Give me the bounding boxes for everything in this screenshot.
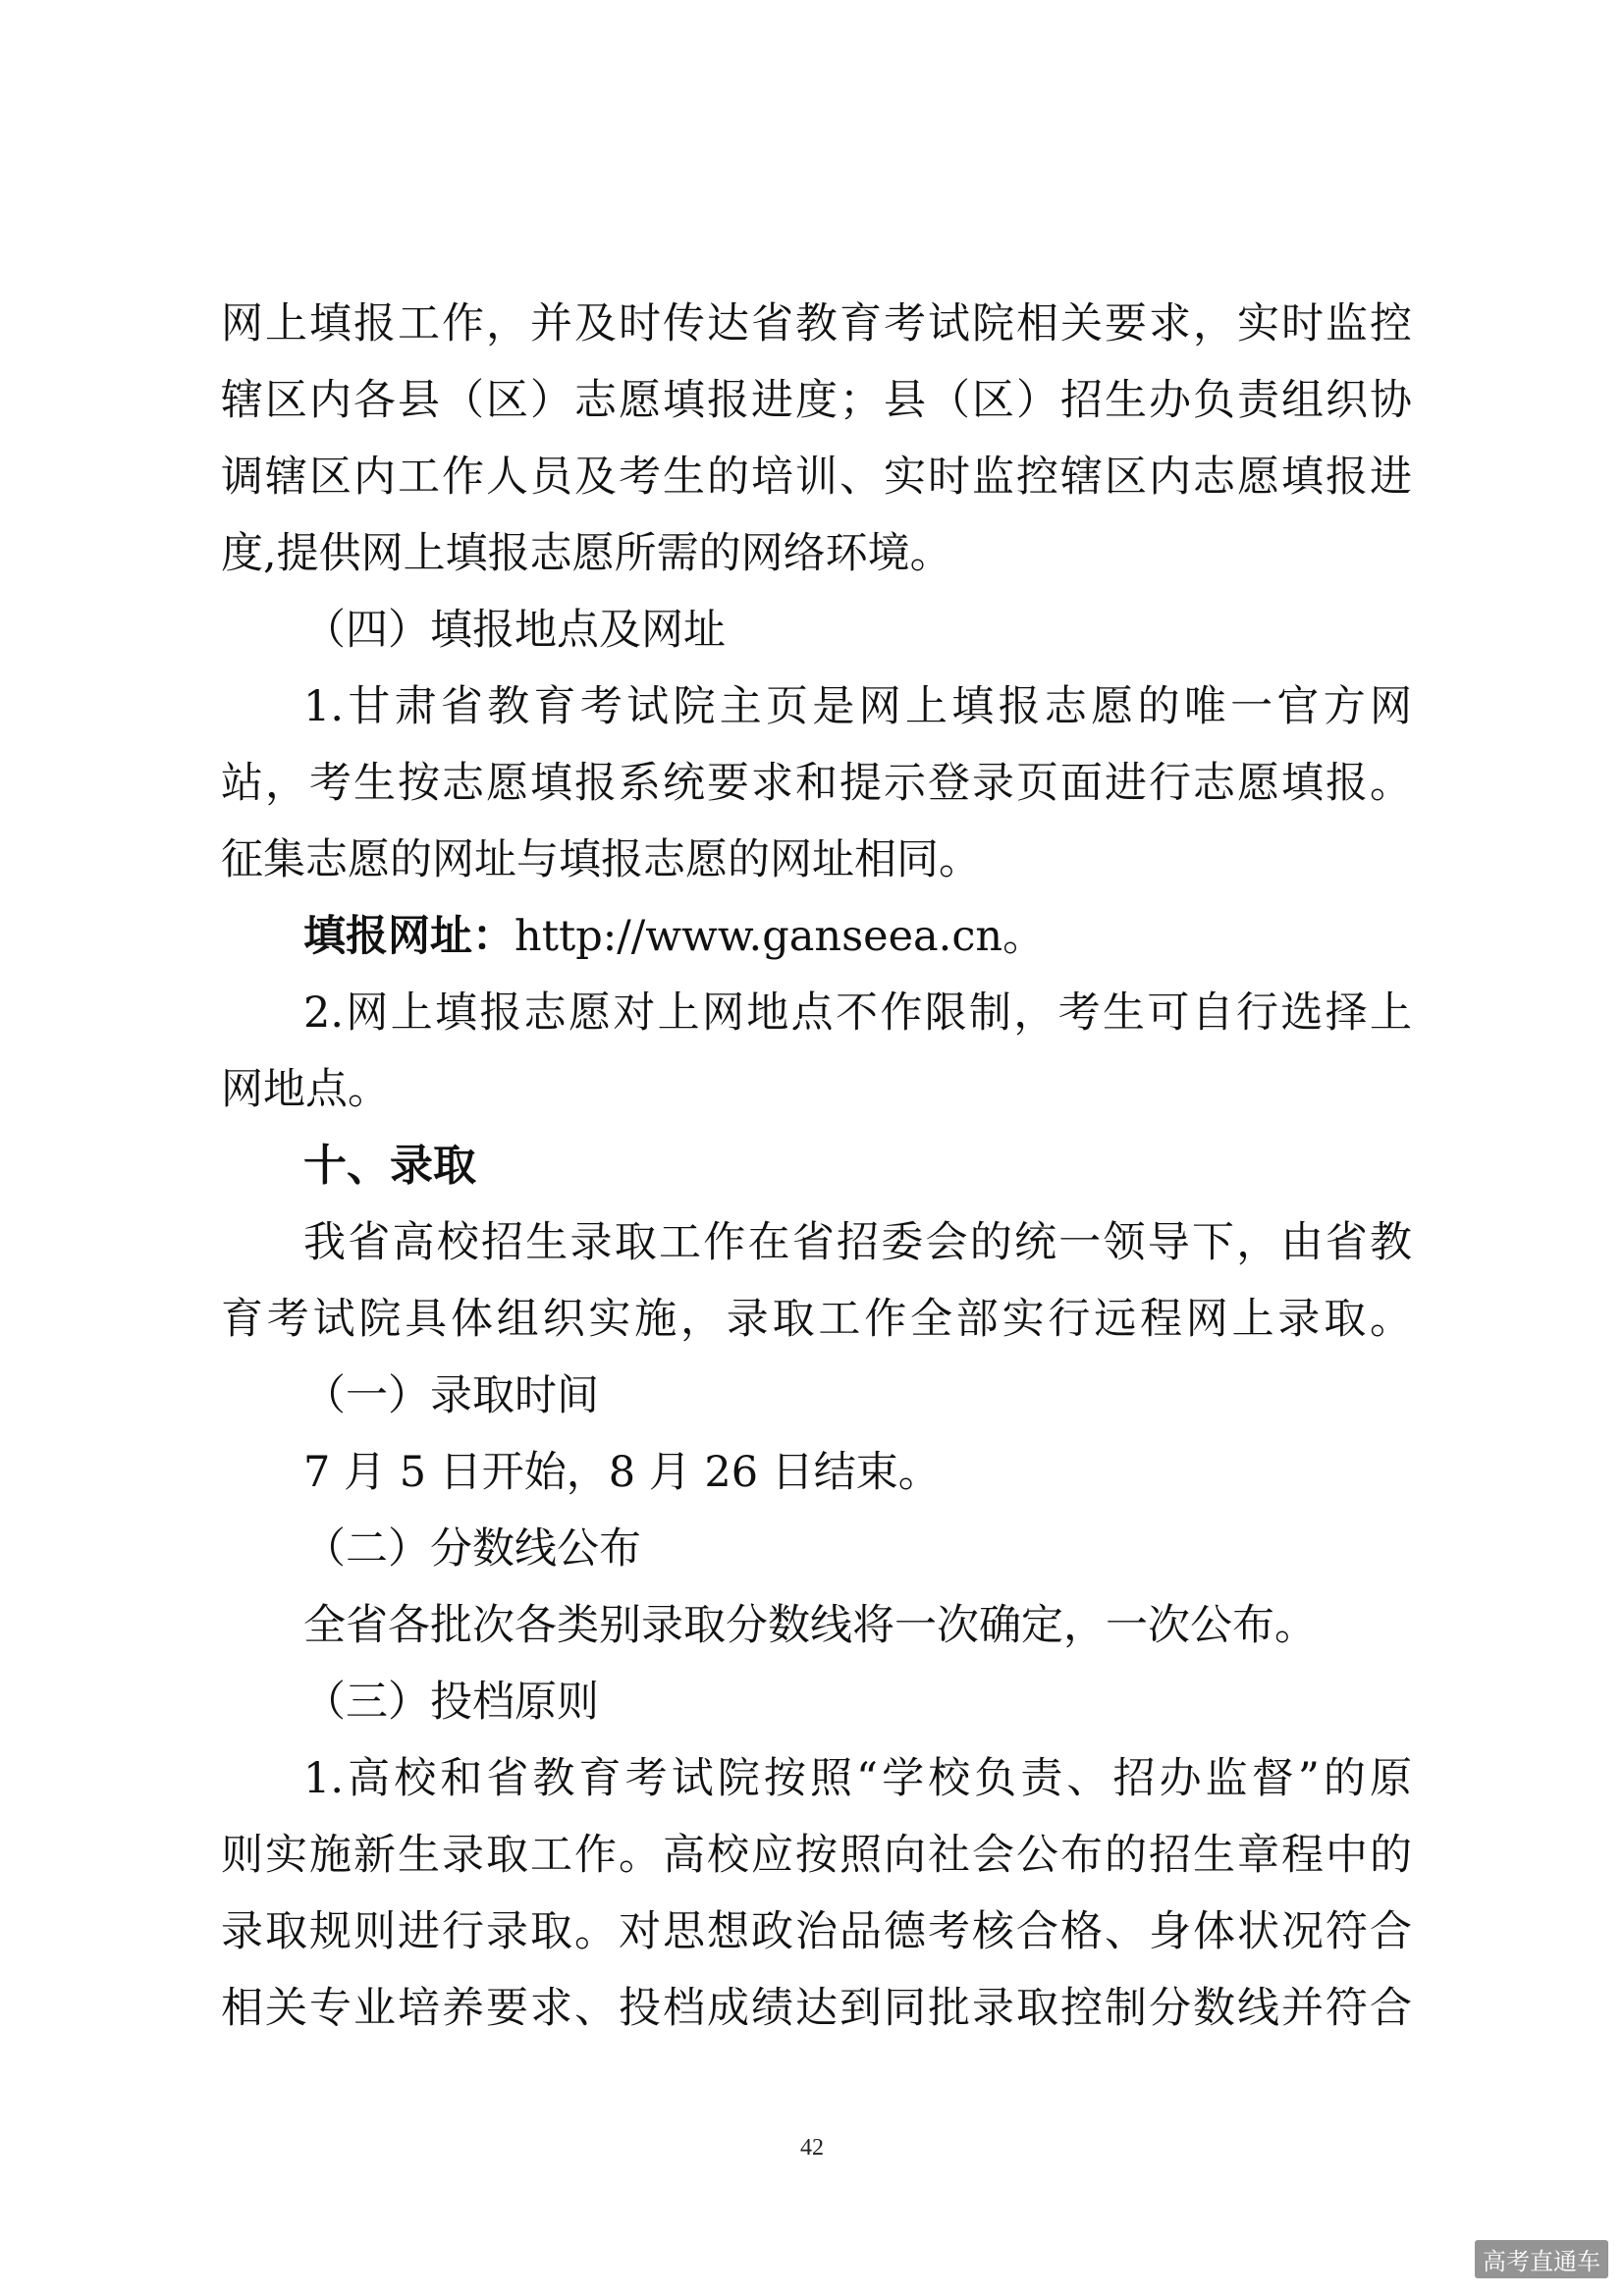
para-line: 全省各批次各类别录取分数线将一次确定，一次公布。 <box>303 1601 1317 1650</box>
chapter-heading: 十、录取 <box>303 1141 476 1191</box>
para-line: 网上填报工作，并及时传达省教育考试院相关要求，实时监控 <box>221 299 1412 348</box>
section-heading: （二）分数线公布 <box>303 1524 641 1574</box>
para-line: 录取规则进行录取。对思想政治品德考核合格、身体状况符合 <box>221 1907 1412 1956</box>
para-line: 调辖区内工作人员及考生的培训、实时监控辖区内志愿填报进 <box>221 453 1412 502</box>
section-heading: （一）录取时间 <box>303 1371 599 1420</box>
website-url: http://www.ganseea.cn。 <box>514 912 1046 961</box>
section-heading: （四）填报地点及网址 <box>303 606 726 655</box>
section-heading: （三）投档原则 <box>303 1678 599 1727</box>
para-line: 7 月 5 日开始，8 月 26 日结束。 <box>303 1448 941 1497</box>
website-label: 填报网址： <box>303 912 514 961</box>
para-line: 1.甘肃省教育考试院主页是网上填报志愿的唯一官方网 <box>303 682 1412 731</box>
page-number: 42 <box>800 2135 824 2161</box>
watermark: 高考直通车 <box>1475 2240 1608 2278</box>
para-line: 育考试院具体组织实施，录取工作全部实行远程网上录取。 <box>221 1295 1412 1344</box>
para-line: 征集志愿的网址与填报志愿的网址相同。 <box>221 835 981 884</box>
para-line: 站，考生按志愿填报系统要求和提示登录页面进行志愿填报。 <box>221 759 1412 808</box>
para-line: 辖区内各县（区）志愿填报进度；县（区）招生办负责组织协 <box>221 376 1412 425</box>
para-line: 2.网上填报志愿对上网地点不作限制，考生可自行选择上 <box>303 988 1412 1038</box>
website-line <box>303 907 1045 966</box>
para-line: 网地点。 <box>221 1065 390 1114</box>
para-line: 度,提供网上填报志愿所需的网络环境。 <box>221 529 952 578</box>
para-line: 我省高校招生录取工作在省招委会的统一领导下，由省教 <box>303 1218 1412 1267</box>
para-line: 则实施新生录取工作。高校应按照向社会公布的招生章程中的 <box>221 1831 1412 1880</box>
para-line: 相关专业培养要求、投档成绩达到同批录取控制分数线并符合 <box>221 1984 1412 2033</box>
para-line: 1.高校和省教育考试院按照“学校负责、招办监督”的原 <box>303 1754 1412 1803</box>
